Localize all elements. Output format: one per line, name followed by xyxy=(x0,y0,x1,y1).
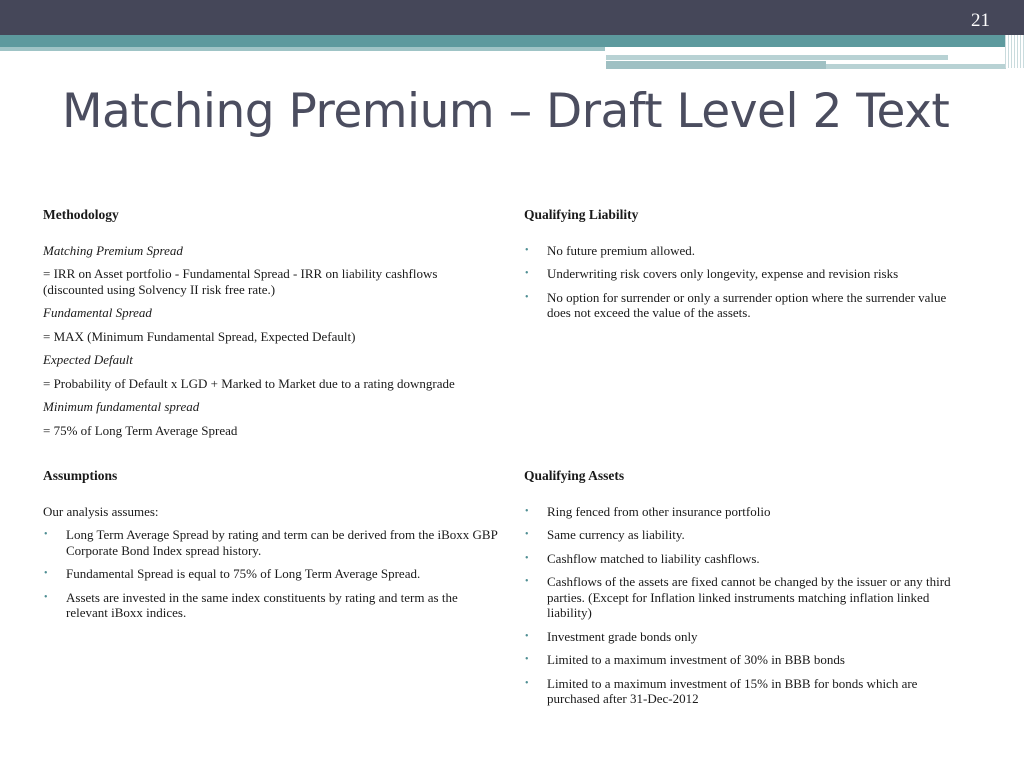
list-item-text: Limited to a maximum investment of 15% in BBB for bonds which are purchased after 31-Dec-2012 xyxy=(547,675,918,706)
list-item xyxy=(524,504,964,520)
list-item-text: Long Term Average Spread by rating and term can be derived from the iBoxx GBP Corporate Bond Index spread history. xyxy=(66,527,498,558)
list-item xyxy=(43,527,498,558)
list-item-text: No option for surrender or only a surrender option where the surrender value does not exceed the value of the assets. xyxy=(547,289,947,320)
list-item xyxy=(524,527,964,543)
list-item xyxy=(524,574,964,621)
list-item xyxy=(43,566,498,582)
header-edge-pattern xyxy=(1005,35,1024,68)
bullet-icon: • xyxy=(525,654,529,665)
header-band xyxy=(0,0,1024,35)
list-item-text: Underwriting risk covers only longevity, expense and revision risks xyxy=(547,266,899,281)
bullet-icon: • xyxy=(525,552,529,564)
assumptions-section xyxy=(43,468,498,629)
methodology-line: = MAX (Minimum Fundamental Spread, Expected Default) xyxy=(43,328,356,344)
list-item-text: Same currency as liability. xyxy=(547,527,685,542)
header-accent-line xyxy=(0,47,605,51)
list-item-text: Fundamental Spread is equal to 75% of Long Term Average Spread. xyxy=(66,566,421,581)
bullet-icon: • xyxy=(525,630,529,642)
list-item xyxy=(43,590,498,621)
header-accent-bar xyxy=(606,55,948,60)
list-item xyxy=(524,290,964,321)
slide-title: Matching Premium – Draft Level 2 Text xyxy=(62,84,950,139)
list-item-text: No future premium allowed. xyxy=(547,242,696,258)
methodology-line: Minimum fundamental spread xyxy=(43,399,200,414)
methodology-line: Expected Default xyxy=(43,352,133,367)
qualifying-liability-list xyxy=(524,243,964,321)
list-item xyxy=(524,676,964,707)
assumptions-list xyxy=(43,527,498,621)
list-item xyxy=(524,652,964,668)
list-item-text: Ring fenced from other insurance portfolio xyxy=(547,503,771,519)
list-item-text: Investment grade bonds only xyxy=(547,628,698,644)
qualifying-liability-heading: Qualifying Liability xyxy=(524,207,639,222)
list-item-text: Cashflow matched to liability cashflows. xyxy=(547,550,760,566)
methodology-heading: Methodology xyxy=(43,207,119,222)
qualifying-liability-section xyxy=(524,207,964,329)
header-accent-bar xyxy=(826,64,1006,69)
list-item xyxy=(524,551,964,567)
header-accent-band xyxy=(0,35,1005,47)
bullet-icon: • xyxy=(44,568,48,579)
methodology-line: = IRR on Asset portfolio - Fundamental Spread - IRR on liability cashflows (discounted using Solvency II risk free rate.) xyxy=(43,266,438,297)
bullet-icon: • xyxy=(525,576,529,587)
header-accent-bar xyxy=(606,61,826,69)
bullet-icon: • xyxy=(44,529,48,540)
bullet-icon: • xyxy=(525,291,529,303)
methodology-line: = 75% of Long Term Average Spread xyxy=(43,422,238,438)
list-item xyxy=(524,243,964,259)
list-item-text: Assets are invested in the same index constituents by rating and term as the relevant iBoxx indices. xyxy=(66,589,458,620)
qualifying-assets-heading: Qualifying Assets xyxy=(524,468,625,483)
list-item xyxy=(524,266,964,282)
list-item-text: Limited to a maximum investment of 30% in BBB bonds xyxy=(547,652,845,667)
methodology-line: Fundamental Spread xyxy=(43,305,152,320)
methodology-line: = Probability of Default x LGD + Marked to Market due to a rating downgrade xyxy=(43,375,455,391)
methodology-section xyxy=(43,207,498,446)
bullet-icon: • xyxy=(525,268,529,279)
slide-number: 21 xyxy=(971,10,990,31)
list-item xyxy=(524,629,964,645)
qualifying-assets-section xyxy=(524,468,964,715)
qualifying-assets-list xyxy=(524,504,964,707)
bullet-icon: • xyxy=(44,591,48,603)
bullet-icon: • xyxy=(525,529,529,540)
bullet-icon: • xyxy=(525,677,529,689)
assumptions-heading: Assumptions xyxy=(43,468,118,483)
methodology-line: Matching Premium Spread xyxy=(43,242,183,258)
assumptions-intro: Our analysis assumes: xyxy=(43,503,159,519)
bullet-icon: • xyxy=(525,244,529,256)
list-item-text: Cashflows of the assets are fixed cannot be changed by the issuer or any third parties. (Except for Inflation linked instruments matching inflation linked liability) xyxy=(547,574,951,620)
bullet-icon: • xyxy=(525,505,529,517)
